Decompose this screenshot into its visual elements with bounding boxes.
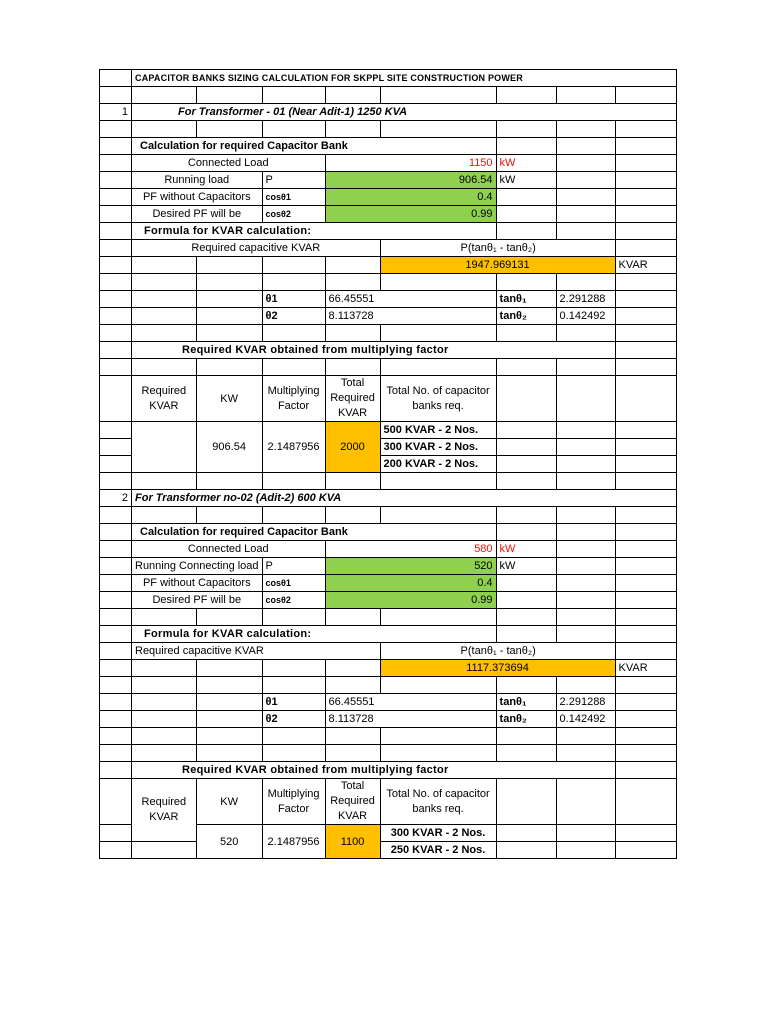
col-multiplying-factor: Multiplying Factor bbox=[262, 779, 325, 825]
pf-without-value: 0.4 bbox=[325, 189, 496, 206]
mf-value: 2.1487956 bbox=[262, 422, 325, 473]
formula-heading: Formula for KVAR calculation: bbox=[132, 626, 497, 643]
kvar-formula: P(tanθ₁ - tanθ₂) bbox=[380, 643, 615, 660]
tan1-label: tanθ₁ bbox=[496, 694, 556, 711]
pf-without-symbol: cosθ1 bbox=[262, 575, 325, 592]
calc-heading: Calculation for required Capacitor Bank bbox=[132, 138, 497, 155]
theta1-label: θ1 bbox=[262, 694, 325, 711]
bank-item: 500 KVAR - 2 Nos. bbox=[380, 422, 496, 439]
required-kvar-unit: KVAR bbox=[615, 257, 676, 274]
pf-without-label: PF without Capacitors bbox=[132, 575, 263, 592]
running-load-unit: kW bbox=[496, 172, 556, 189]
required-kvar-value: 1117.373694 bbox=[380, 660, 615, 677]
tan1-value: 2.291288 bbox=[556, 291, 615, 308]
pf-without-symbol: cosθ1 bbox=[262, 189, 325, 206]
running-load-value: 906.54 bbox=[325, 172, 496, 189]
desired-pf-symbol: cosθ2 bbox=[262, 592, 325, 609]
theta2-label: θ2 bbox=[262, 711, 325, 728]
bank-item: 300 KVAR - 2 Nos. bbox=[380, 439, 496, 456]
connected-load-value: 1150 bbox=[325, 155, 496, 172]
col-required-kvar: Required KVAR bbox=[132, 376, 197, 422]
theta1-value: 66.45551 bbox=[325, 694, 496, 711]
connected-load-label: Connected Load bbox=[132, 155, 326, 172]
section-heading: For Transformer - 01 (Near Adit-1) 1250 KVA bbox=[132, 104, 677, 121]
kvar-formula: P(tanθ₁ - tanθ₂) bbox=[380, 240, 615, 257]
running-load-symbol: P bbox=[262, 558, 325, 575]
col-required-kvar: Required KVAR bbox=[132, 779, 197, 842]
desired-pf-label: Desired PF will be bbox=[132, 592, 263, 609]
col-total-kvar: Total Required KVAR bbox=[325, 376, 380, 422]
col-multiplying-factor: Multiplying Factor bbox=[262, 376, 325, 422]
required-kvar-value: 1947.969131 bbox=[380, 257, 615, 274]
pf-without-label: PF without Capacitors bbox=[132, 189, 263, 206]
theta2-value: 8.113728 bbox=[325, 711, 496, 728]
running-load-label: Running Connecting load bbox=[132, 558, 263, 575]
total-kvar-value: 2000 bbox=[325, 422, 380, 473]
mf-heading: Required KVAR obtained from multiplying factor bbox=[132, 342, 616, 359]
desired-pf-symbol: cosθ2 bbox=[262, 206, 325, 223]
tan2-label: tanθ₂ bbox=[496, 308, 556, 325]
required-kvar-label: Required capacitive KVAR bbox=[132, 643, 381, 660]
tan1-value: 2.291288 bbox=[556, 694, 615, 711]
bank-item: 250 KVAR - 2 Nos. bbox=[380, 842, 496, 859]
col-kw: KW bbox=[196, 376, 262, 422]
desired-pf-value: 0.99 bbox=[325, 592, 496, 609]
kw-value: 520 bbox=[196, 825, 262, 859]
bank-item: 200 KVAR - 2 Nos. bbox=[380, 456, 496, 473]
tan2-label: tanθ₂ bbox=[496, 711, 556, 728]
kw-value: 906.54 bbox=[196, 422, 262, 473]
tan2-value: 0.142492 bbox=[556, 308, 615, 325]
theta1-value: 66.45551 bbox=[325, 291, 496, 308]
col-kw: KW bbox=[196, 779, 262, 825]
running-load-symbol: P bbox=[262, 172, 325, 189]
desired-pf-value: 0.99 bbox=[325, 206, 496, 223]
desired-pf-label: Desired PF will be bbox=[132, 206, 263, 223]
theta2-label: θ2 bbox=[262, 308, 325, 325]
connected-load-label: Connected Load bbox=[132, 541, 326, 558]
section-number: 2 bbox=[100, 490, 132, 507]
theta2-value: 8.113728 bbox=[325, 308, 496, 325]
col-banks: Total No. of capacitor banks req. bbox=[380, 376, 496, 422]
tan1-label: tanθ₁ bbox=[496, 291, 556, 308]
required-kvar-unit: KVAR bbox=[615, 660, 676, 677]
section-number: 1 bbox=[100, 104, 132, 121]
running-load-value: 520 bbox=[325, 558, 496, 575]
section-heading: For Transformer no-02 (Adit-2) 600 KVA bbox=[132, 490, 677, 507]
theta1-label: θ1 bbox=[262, 291, 325, 308]
pf-without-value: 0.4 bbox=[325, 575, 496, 592]
calculation-sheet bbox=[99, 69, 677, 859]
calc-heading: Calculation for required Capacitor Bank bbox=[132, 524, 497, 541]
formula-heading: Formula for KVAR calculation: bbox=[132, 223, 497, 240]
mf-value: 2.1487956 bbox=[262, 825, 325, 859]
sheet-title: CAPACITOR BANKS SIZING CALCULATION FOR SKPPL SITE CONSTRUCTION POWER bbox=[132, 70, 677, 87]
connected-load-unit: kW bbox=[496, 155, 556, 172]
col-banks: Total No. of capacitor banks req. bbox=[380, 779, 496, 825]
required-kvar-label: Required capacitive KVAR bbox=[132, 240, 381, 257]
tan2-value: 0.142492 bbox=[556, 711, 615, 728]
running-load-label: Running load bbox=[132, 172, 263, 189]
cell bbox=[100, 70, 132, 87]
running-load-unit: kW bbox=[496, 558, 556, 575]
mf-heading: Required KVAR obtained from multiplying factor bbox=[132, 762, 616, 779]
connected-load-unit: kW bbox=[496, 541, 556, 558]
bank-item: 300 KVAR - 2 Nos. bbox=[380, 825, 496, 842]
col-total-kvar: Total Required KVAR bbox=[325, 779, 380, 825]
total-kvar-value: 1100 bbox=[325, 825, 380, 859]
connected-load-value: 580 bbox=[325, 541, 496, 558]
